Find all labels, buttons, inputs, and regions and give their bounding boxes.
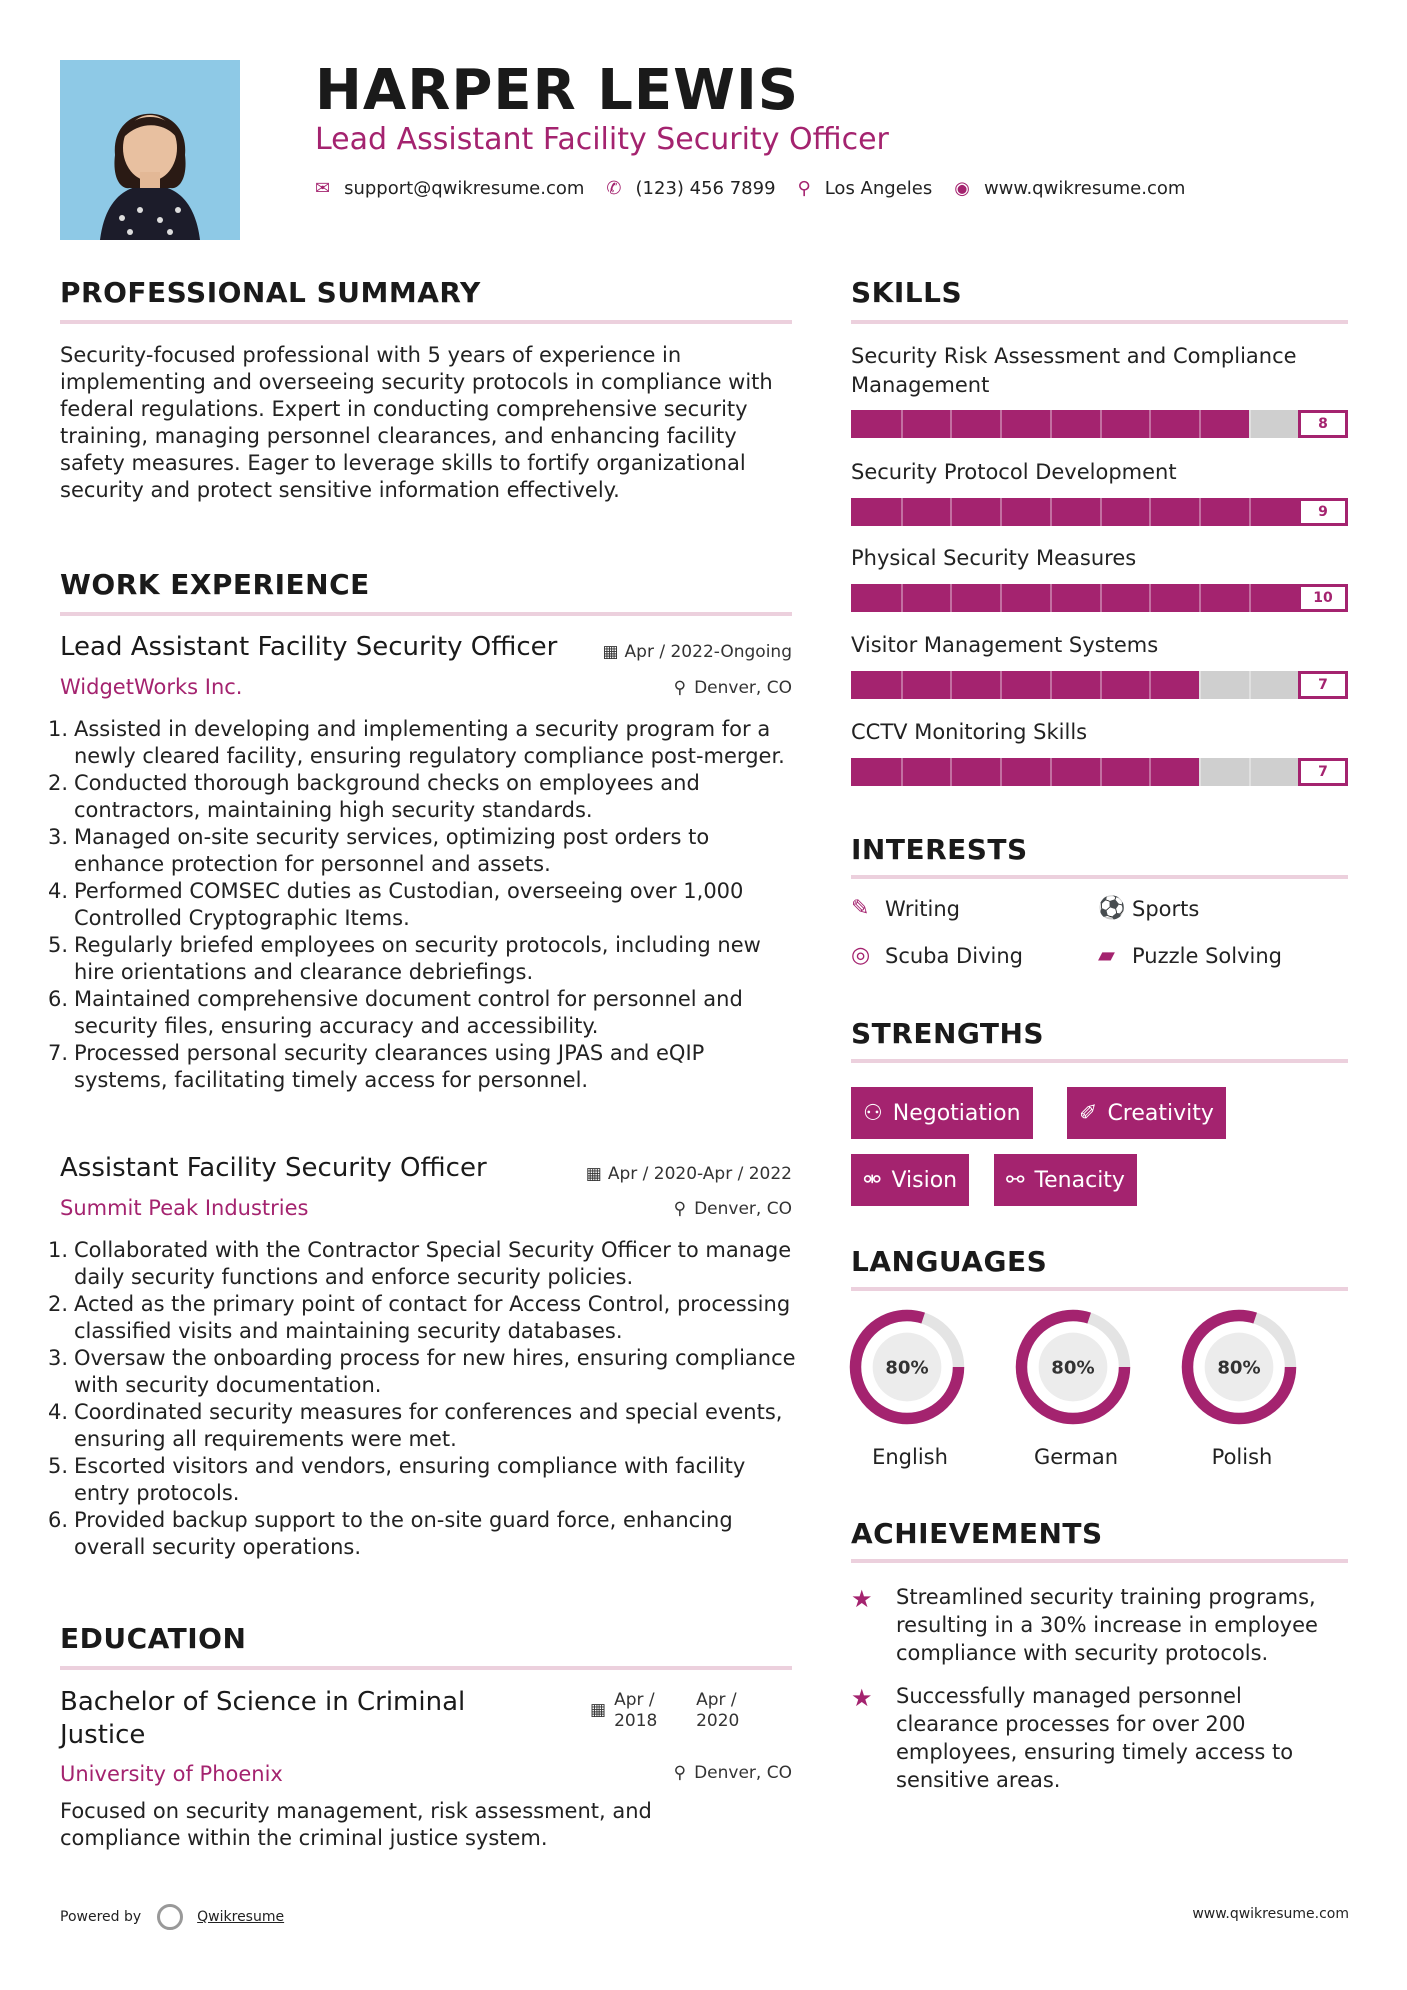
- experience-divider: [60, 612, 792, 616]
- strength-tag: [851, 1087, 1033, 1139]
- strength-label: Vision: [891, 1167, 958, 1193]
- duty-text: Coordinated security measures for conferences and special events, ensuring all requirements were met.: [74, 1400, 783, 1451]
- duty-text: Managed on-site security services, optimizing post orders to enhance protection for personnel and assets.: [74, 825, 710, 876]
- job-location: [674, 678, 792, 698]
- candidate-name: HARPER LEWIS: [315, 58, 800, 123]
- skill-bar-segment: [1100, 758, 1102, 786]
- language-ring: [1177, 1305, 1301, 1429]
- school-name: University of Phoenix: [60, 1762, 283, 1786]
- job-title: Lead Assistant Facility Security Officer: [60, 632, 558, 662]
- duty-item: [48, 824, 798, 878]
- language-percent: 80%: [1217, 1357, 1261, 1379]
- job-location: [674, 1199, 792, 1219]
- job-duties-list: [48, 716, 798, 1094]
- phone-text: (123) 456 7899: [635, 178, 776, 199]
- skill-name: Security Risk Assessment and Compliance Management: [851, 344, 1297, 397]
- skill-bar-segment: [1000, 410, 1002, 438]
- degree-title: Bachelor of Science in Criminal Justice: [60, 1687, 466, 1750]
- duty-item: [48, 1345, 798, 1399]
- interest-label: Scuba Diving: [885, 943, 1023, 968]
- duty-text: Regularly briefed employees on security protocols, including new hire orientations and clearance debriefings.: [74, 933, 761, 984]
- job-duties-list: [48, 1237, 798, 1561]
- job-date-text: Apr / 2020-Apr / 2022: [607, 1164, 792, 1184]
- duty-item: [48, 878, 798, 932]
- duty-text: Oversaw the onboarding process for new hires, ensuring compliance with security documentation.: [74, 1346, 796, 1397]
- globe-icon: ◉: [954, 178, 970, 199]
- qwikresume-logo-icon: [157, 1904, 183, 1930]
- location-text: Los Angeles: [824, 178, 933, 199]
- skills-divider: [851, 320, 1348, 324]
- strengths-divider: [851, 1059, 1348, 1063]
- education-description: Focused on security management, risk assessment, and compliance within the criminal justice system.: [60, 1799, 652, 1850]
- skill-bar-segment: [1050, 758, 1052, 786]
- powered-by-text: Powered by: [60, 1909, 142, 1925]
- skill-bar-fill: [851, 498, 1298, 526]
- book-icon: ▰: [1098, 943, 1115, 968]
- duty-item: [48, 1399, 798, 1453]
- languages-heading: LANGUAGES: [851, 1245, 1048, 1278]
- duty-number: 6.: [48, 1508, 69, 1532]
- skill-bar-segment: [901, 410, 903, 438]
- duty-text: Collaborated with the Contractor Special Security Officer to manage daily security functions and enforce security policies.: [74, 1238, 792, 1289]
- phone-icon: ✆: [606, 178, 622, 199]
- skill-bar-segment: [1050, 498, 1052, 526]
- skill-level: 7: [1298, 758, 1348, 786]
- duty-text: Maintained comprehensive document control for personnel and security files, ensuring accuracy and accessibility.: [74, 987, 743, 1038]
- skill-level: 9: [1298, 498, 1348, 526]
- skill-bar-fill: [851, 758, 1199, 786]
- skill-bar-segment: [1100, 410, 1102, 438]
- skill-bar-segment: [1199, 758, 1201, 786]
- duty-item: [48, 932, 798, 986]
- map-pin-icon: ⚲: [797, 178, 811, 199]
- duty-text: Escorted visitors and vendors, ensuring compliance with facility entry protocols.: [74, 1454, 746, 1505]
- duty-number: 2.: [48, 1292, 69, 1316]
- job-location-text: Denver, CO: [694, 1199, 792, 1219]
- skill-bar-segment: [1100, 584, 1102, 612]
- job-company: Summit Peak Industries: [60, 1196, 309, 1220]
- skill-name: Physical Security Measures: [851, 546, 1137, 570]
- languages-divider: [851, 1287, 1348, 1291]
- strength-label: Creativity: [1107, 1100, 1214, 1126]
- job-location-text: Denver, CO: [694, 678, 792, 698]
- strength-tag: [851, 1154, 969, 1206]
- duty-number: 2.: [48, 771, 69, 795]
- footer-site[interactable]: www.qwikresume.com: [1192, 1906, 1349, 1922]
- link-icon: ⚯: [1006, 1167, 1025, 1193]
- job-company: WidgetWorks Inc.: [60, 675, 243, 699]
- strength-tag: [1067, 1087, 1226, 1139]
- skill-level: 8: [1298, 410, 1348, 438]
- skill-bar-segment: [1199, 498, 1201, 526]
- skill-bar-segment: [1000, 584, 1002, 612]
- interests-divider: [851, 875, 1348, 879]
- skill-bar-segment: [950, 671, 952, 699]
- life-ring-icon: ◎: [851, 943, 871, 968]
- footer-powered: [60, 1904, 284, 1930]
- language-name: German: [1033, 1445, 1119, 1469]
- language-name: Polish: [1211, 1445, 1273, 1469]
- achievement-item: Successfully managed personnel clearance processes for over 200 employees, ensuring timely access to sensitive areas.: [896, 1684, 1294, 1792]
- skill-bar-segment: [1100, 498, 1102, 526]
- pin-icon: ⚲: [673, 1763, 687, 1783]
- duty-item: [48, 986, 798, 1040]
- skill-bar: [851, 671, 1348, 699]
- experience-heading: WORK EXPERIENCE: [60, 568, 370, 601]
- skill-bar-segment: [1149, 584, 1151, 612]
- pencil-icon: ✎: [851, 896, 870, 921]
- skill-bar: [851, 584, 1348, 612]
- strength-label: Negotiation: [892, 1100, 1021, 1126]
- skill-bar-segment: [1100, 671, 1102, 699]
- skill-bar-segment: [901, 584, 903, 612]
- achievements-heading: ACHIEVEMENTS: [851, 1517, 1103, 1550]
- skill-name: CCTV Monitoring Skills: [851, 720, 1088, 744]
- duty-text: Provided backup support to the on-site guard force, enhancing overall security operations.: [74, 1508, 733, 1559]
- language-percent: 80%: [885, 1357, 929, 1379]
- skill-bar-segment: [901, 758, 903, 786]
- skill-bar-segment: [1000, 758, 1002, 786]
- edu-end: Apr / 2020: [696, 1690, 740, 1731]
- skill-bar-segment: [1149, 410, 1151, 438]
- achievements-divider: [851, 1559, 1348, 1563]
- language-name: English: [872, 1445, 948, 1469]
- calendar-icon: ▦: [585, 1164, 602, 1184]
- duty-number: 4.: [48, 1400, 69, 1424]
- language-percent: 80%: [1051, 1357, 1095, 1379]
- summary-divider: [60, 320, 792, 324]
- website-link[interactable]: www.qwikresume.com: [983, 178, 1186, 199]
- star-icon: ★: [851, 1585, 873, 1613]
- interest-item: [851, 896, 960, 921]
- skill-bar-segment: [1000, 498, 1002, 526]
- skill-bar-segment: [1050, 584, 1052, 612]
- skill-bar-segment: [1149, 671, 1151, 699]
- duty-item: [48, 1040, 798, 1094]
- skill-name: Visitor Management Systems: [851, 633, 1159, 657]
- school-location: [674, 1763, 792, 1783]
- job-date: [602, 642, 792, 662]
- skill-bar: [851, 410, 1348, 438]
- duty-number: 6.: [48, 987, 69, 1011]
- skill-bar-segment: [901, 671, 903, 699]
- strength-tag: [994, 1154, 1137, 1206]
- skill-bar-segment: [1149, 498, 1151, 526]
- duty-item: [48, 1507, 798, 1561]
- duty-number: 3.: [48, 825, 69, 849]
- school-location-text: Denver, CO: [694, 1763, 792, 1783]
- skill-name: Security Protocol Development: [851, 460, 1177, 484]
- duty-item: [48, 1291, 798, 1345]
- interest-label: Writing: [885, 896, 960, 921]
- mail-icon: ✉: [315, 178, 331, 199]
- soccer-ball-icon: ⚽: [1098, 896, 1126, 921]
- skill-bar-segment: [950, 498, 952, 526]
- language-ring: [845, 1305, 969, 1429]
- skill-bar-segment: [1249, 671, 1251, 699]
- duty-number: 7.: [48, 1041, 69, 1065]
- job-title: Assistant Facility Security Officer: [60, 1153, 487, 1183]
- pin-icon: ⚲: [673, 678, 687, 698]
- contact-bar: [315, 178, 1207, 199]
- skill-bar-segment: [950, 584, 952, 612]
- summary-text: Security-focused professional with 5 years of experience in implementing and overseeing security protocols in compliance with federal regulations. Expert in conducting comprehensive security training, managing personnel clearances, and enhancing facility safety measures. Eager to leverage skills to fortify organizational security and protect sensitive information effectively.: [60, 343, 773, 502]
- skill-bar-segment: [1199, 584, 1201, 612]
- education-divider: [60, 1666, 792, 1670]
- duty-item: [48, 770, 798, 824]
- strength-label: Tenacity: [1034, 1167, 1125, 1193]
- paintbrush-icon: ✐: [1079, 1100, 1098, 1126]
- email-link[interactable]: support@qwikresume.com: [344, 178, 585, 199]
- strengths-heading: STRENGTHS: [851, 1017, 1045, 1050]
- calendar-icon: ▦: [602, 642, 619, 662]
- job-date: [586, 1164, 792, 1184]
- duty-item: [48, 1237, 798, 1291]
- interest-label: Puzzle Solving: [1132, 943, 1282, 968]
- interest-item: [851, 943, 1023, 968]
- skill-bar-segment: [901, 498, 903, 526]
- duty-number: 3.: [48, 1346, 69, 1370]
- star-icon: ★: [851, 1684, 873, 1712]
- skill-level: 7: [1298, 671, 1348, 699]
- duty-number: 5.: [48, 1454, 69, 1478]
- interest-item: [1098, 896, 1199, 921]
- duty-text: Conducted thorough background checks on employees and contractors, maintaining high security standards.: [74, 771, 700, 822]
- duty-text: Performed COMSEC duties as Custodian, overseeing over 1,000 Controlled Cryptographic Items.: [74, 879, 744, 930]
- calendar-icon: ▦: [590, 1700, 607, 1720]
- skill-bar-segment: [1249, 410, 1251, 438]
- skill-bar-segment: [1249, 758, 1251, 786]
- duty-number: 1.: [48, 1238, 69, 1262]
- skill-bar-segment: [1149, 758, 1151, 786]
- duty-item: [48, 1453, 798, 1507]
- pin-icon: ⚲: [673, 1199, 687, 1219]
- edu-start: Apr / 2018: [614, 1690, 658, 1731]
- brand-link[interactable]: Qwikresume: [197, 1909, 285, 1925]
- duty-number: 5.: [48, 933, 69, 957]
- skills-heading: SKILLS: [851, 276, 963, 309]
- skill-bar-segment: [1199, 410, 1201, 438]
- binoculars-icon: ⚮: [863, 1167, 882, 1193]
- skill-bar-segment: [1249, 498, 1251, 526]
- job-date-text: Apr / 2022-Ongoing: [624, 642, 792, 662]
- language-ring: [1011, 1305, 1135, 1429]
- skill-bar-segment: [1199, 671, 1201, 699]
- handshake-icon: ⚇: [863, 1100, 883, 1126]
- interest-label: Sports: [1132, 896, 1200, 921]
- skill-bar-segment: [950, 410, 952, 438]
- summary-heading: PROFESSIONAL SUMMARY: [60, 276, 481, 309]
- skill-bar: [851, 498, 1348, 526]
- skill-bar-segment: [1050, 410, 1052, 438]
- education-heading: EDUCATION: [60, 1622, 247, 1655]
- skill-level: 10: [1298, 584, 1348, 612]
- duty-item: [48, 716, 798, 770]
- skill-bar-fill: [851, 671, 1199, 699]
- duty-text: Processed personal security clearances using JPAS and eQIP systems, facilitating timely access for personnel.: [74, 1041, 705, 1092]
- duty-number: 4.: [48, 879, 69, 903]
- profile-photo: [60, 60, 240, 240]
- duty-text: Acted as the primary point of contact for Access Control, processing classified visits and maintaining security databases.: [74, 1292, 791, 1343]
- achievement-item: Streamlined security training programs, resulting in a 30% increase in employee compliance with security protocols.: [896, 1585, 1318, 1665]
- interests-heading: INTERESTS: [851, 833, 1028, 866]
- skill-bar: [851, 758, 1348, 786]
- duty-number: 1.: [48, 717, 69, 741]
- skill-bar-segment: [1050, 671, 1052, 699]
- skill-bar-segment: [1000, 671, 1002, 699]
- duty-text: Assisted in developing and implementing a security program for a newly cleared facility, ensuring regulatory compliance post-merger.: [74, 717, 785, 768]
- interest-item: [1098, 943, 1282, 968]
- skill-bar-segment: [950, 758, 952, 786]
- skill-bar-segment: [1249, 584, 1251, 612]
- candidate-title: Lead Assistant Facility Security Officer: [315, 122, 889, 157]
- education-dates: [590, 1690, 756, 1732]
